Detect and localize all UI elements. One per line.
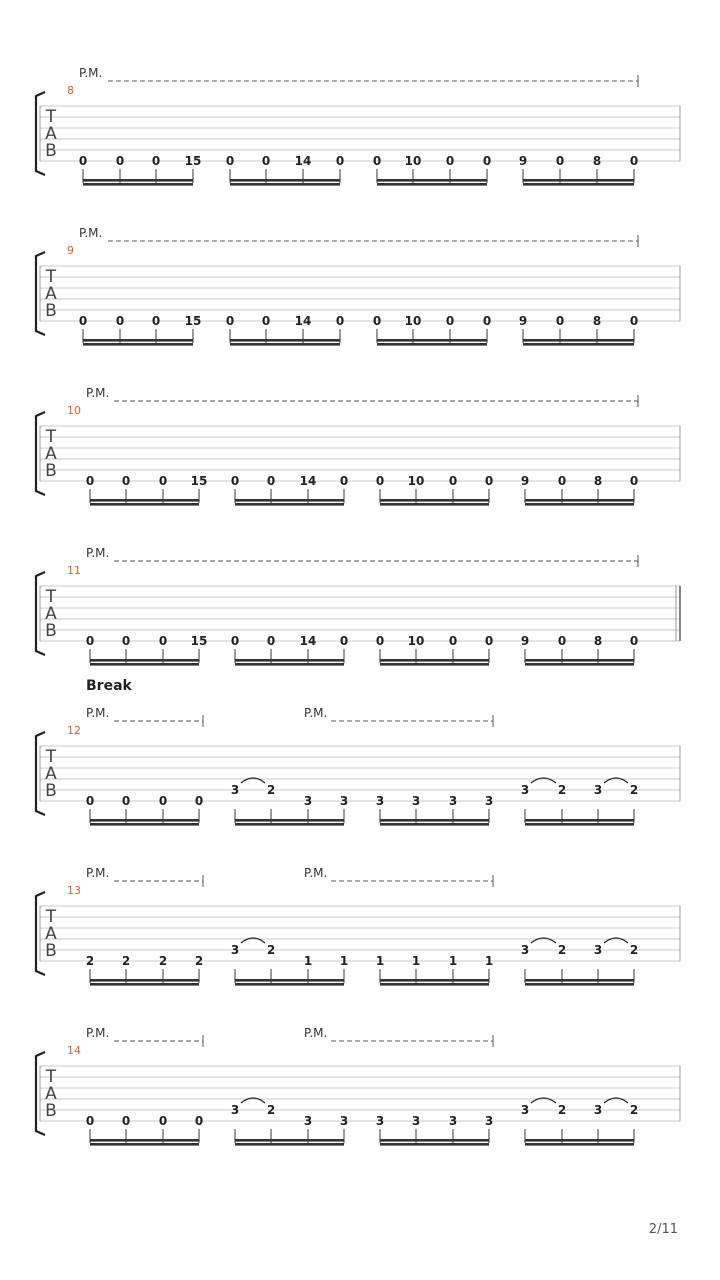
fret-number: 0 — [85, 794, 95, 808]
tab-letter-a: A — [45, 124, 57, 144]
fret-number: 15 — [184, 154, 202, 168]
fret-number: 3 — [375, 794, 385, 808]
fret-number: 0 — [555, 314, 565, 328]
fret-number: 0 — [115, 314, 125, 328]
fret-number: 0 — [266, 474, 276, 488]
palm-mute-label: P.M. — [304, 866, 328, 880]
fret-number: 0 — [557, 474, 567, 488]
fret-number: 10 — [407, 634, 425, 648]
palm-mute-label: P.M. — [79, 66, 103, 80]
tab-letter-b: B — [45, 941, 57, 961]
fret-number: 15 — [190, 634, 208, 648]
tab-letter-a: A — [45, 1084, 57, 1104]
fret-number-pull-to: 2 — [557, 783, 567, 797]
tab-letter-b: B — [45, 141, 57, 161]
fret-number: 0 — [445, 314, 455, 328]
fret-number: 8 — [593, 634, 603, 648]
palm-mute-label: P.M. — [86, 1026, 110, 1040]
measure-number: 10 — [67, 404, 81, 417]
fret-number: 0 — [85, 474, 95, 488]
tab-system-10 — [36, 386, 680, 506]
fret-number-hammer-from: 3 — [520, 943, 530, 957]
page-number: 2/11 — [648, 1222, 678, 1237]
fret-number: 0 — [158, 634, 168, 648]
fret-number: 9 — [518, 154, 528, 168]
beam-secondary — [235, 503, 344, 506]
fret-number: 9 — [518, 314, 528, 328]
fret-number-pull-to: 2 — [557, 1103, 567, 1117]
fret-number: 2 — [158, 954, 168, 968]
fret-number: 15 — [184, 314, 202, 328]
tab-system-14 — [36, 1026, 680, 1146]
beam-primary — [380, 1139, 489, 1142]
fret-number: 0 — [151, 314, 161, 328]
beam-secondary — [525, 663, 634, 666]
fret-number: 1 — [303, 954, 313, 968]
palm-mute-label: P.M. — [79, 226, 103, 240]
section-label: Break — [86, 678, 132, 694]
fret-number-pull-to: 2 — [629, 1103, 639, 1117]
tab-letter-t: T — [45, 907, 57, 927]
fret-number: 0 — [121, 474, 131, 488]
beam-secondary — [380, 1143, 489, 1146]
palm-mute-label: P.M. — [86, 546, 110, 560]
tab-letter-a: A — [45, 284, 57, 304]
beam-secondary — [380, 823, 489, 826]
beam-primary — [525, 1139, 634, 1142]
fret-number: 0 — [482, 314, 492, 328]
fret-number: 0 — [151, 154, 161, 168]
beam-primary — [377, 339, 487, 342]
fret-number: 0 — [372, 314, 382, 328]
tab-letter-t: T — [45, 747, 57, 767]
fret-number: 14 — [294, 154, 312, 168]
beam-primary — [377, 179, 487, 182]
fret-number-pull-to: 2 — [266, 943, 276, 957]
beam-secondary — [525, 823, 634, 826]
fret-number: 3 — [411, 794, 421, 808]
palm-mute-label: P.M. — [304, 1026, 328, 1040]
fret-number: 3 — [339, 794, 349, 808]
fret-number: 0 — [375, 634, 385, 648]
fret-number: 14 — [299, 634, 317, 648]
beam-primary — [83, 179, 193, 182]
tab-letter-b: B — [45, 301, 57, 321]
fret-number: 2 — [194, 954, 204, 968]
beam-primary — [525, 659, 634, 662]
fret-number: 3 — [375, 1114, 385, 1128]
beam-secondary — [90, 503, 199, 506]
fret-number: 0 — [629, 634, 639, 648]
fret-number: 0 — [372, 154, 382, 168]
beam-primary — [380, 979, 489, 982]
tab-system-9 — [36, 226, 680, 346]
tab-system-8 — [36, 66, 680, 186]
fret-number: 8 — [592, 314, 602, 328]
measure-number: 9 — [67, 244, 74, 257]
fret-number-pull-to: 2 — [629, 943, 639, 957]
tab-letter-t: T — [45, 427, 57, 447]
fret-number: 0 — [339, 634, 349, 648]
fret-number: 2 — [85, 954, 95, 968]
fret-number: 0 — [629, 314, 639, 328]
fret-number: 0 — [194, 1114, 204, 1128]
fret-number: 0 — [85, 634, 95, 648]
fret-number: 0 — [482, 154, 492, 168]
fret-number-hammer-from: 3 — [230, 1103, 240, 1117]
fret-number: 1 — [448, 954, 458, 968]
fret-number: 0 — [225, 154, 235, 168]
fret-number: 0 — [629, 474, 639, 488]
fret-number: 1 — [339, 954, 349, 968]
beam-primary — [90, 499, 199, 502]
beam-secondary — [235, 983, 344, 986]
fret-number-pull-to: 2 — [266, 1103, 276, 1117]
palm-mute-label: P.M. — [304, 706, 328, 720]
tab-letter-b: B — [45, 461, 57, 481]
fret-number: 3 — [484, 794, 494, 808]
fret-number: 9 — [520, 634, 530, 648]
fret-number-hammer-from: 3 — [230, 783, 240, 797]
fret-number: 3 — [339, 1114, 349, 1128]
fret-number: 0 — [121, 1114, 131, 1128]
fret-number: 0 — [78, 154, 88, 168]
beam-secondary — [377, 183, 487, 186]
beam-secondary — [83, 343, 193, 346]
beam-secondary — [380, 663, 489, 666]
beam-secondary — [380, 503, 489, 506]
fret-number-pull-to: 2 — [629, 783, 639, 797]
beam-primary — [525, 819, 634, 822]
fret-number-hammer-from: 3 — [593, 1103, 603, 1117]
beam-secondary — [380, 983, 489, 986]
fret-number: 1 — [375, 954, 385, 968]
fret-number-hammer-from: 3 — [520, 783, 530, 797]
fret-number: 9 — [520, 474, 530, 488]
fret-number: 15 — [190, 474, 208, 488]
beam-primary — [525, 979, 634, 982]
palm-mute-label: P.M. — [86, 706, 110, 720]
fret-number: 3 — [448, 794, 458, 808]
beam-primary — [523, 339, 634, 342]
beam-primary — [90, 1139, 199, 1142]
tab-system-13 — [36, 866, 680, 986]
fret-number: 0 — [375, 474, 385, 488]
beam-primary — [525, 499, 634, 502]
fret-number: 0 — [85, 1114, 95, 1128]
beam-primary — [235, 499, 344, 502]
fret-number: 10 — [407, 474, 425, 488]
tab-letter-a: A — [45, 764, 57, 784]
tab-system-12 — [36, 678, 680, 826]
fret-number-hammer-from: 3 — [593, 943, 603, 957]
beam-secondary — [523, 343, 634, 346]
fret-number: 0 — [158, 794, 168, 808]
fret-number: 8 — [592, 154, 602, 168]
tab-letter-a: A — [45, 604, 57, 624]
fret-number: 0 — [335, 154, 345, 168]
beam-secondary — [90, 663, 199, 666]
fret-number: 0 — [225, 314, 235, 328]
fret-number: 0 — [115, 154, 125, 168]
palm-mute-label: P.M. — [86, 866, 110, 880]
beam-secondary — [90, 823, 199, 826]
fret-number-pull-to: 2 — [557, 943, 567, 957]
fret-number: 0 — [121, 634, 131, 648]
tab-letter-b: B — [45, 1101, 57, 1121]
beam-primary — [380, 819, 489, 822]
tab-letter-t: T — [45, 267, 57, 287]
fret-number-hammer-from: 3 — [520, 1103, 530, 1117]
beam-secondary — [235, 663, 344, 666]
fret-number-hammer-from: 3 — [230, 943, 240, 957]
beam-secondary — [377, 343, 487, 346]
fret-number: 0 — [335, 314, 345, 328]
beam-primary — [235, 819, 344, 822]
beam-secondary — [235, 1143, 344, 1146]
fret-number: 0 — [557, 634, 567, 648]
beam-secondary — [525, 1143, 634, 1146]
beam-secondary — [525, 983, 634, 986]
fret-number: 1 — [411, 954, 421, 968]
fret-number: 0 — [484, 474, 494, 488]
tab-letter-a: A — [45, 444, 57, 464]
measure-number: 14 — [67, 1044, 81, 1057]
fret-number: 0 — [158, 1114, 168, 1128]
beam-primary — [235, 659, 344, 662]
beam-primary — [380, 499, 489, 502]
beam-primary — [523, 179, 634, 182]
fret-number: 10 — [404, 154, 422, 168]
fret-number: 14 — [299, 474, 317, 488]
fret-number: 0 — [445, 154, 455, 168]
beam-primary — [230, 339, 340, 342]
fret-number: 0 — [78, 314, 88, 328]
fret-number: 0 — [266, 634, 276, 648]
fret-number: 0 — [448, 474, 458, 488]
fret-number: 10 — [404, 314, 422, 328]
beam-primary — [83, 339, 193, 342]
fret-number: 3 — [448, 1114, 458, 1128]
beam-primary — [230, 179, 340, 182]
fret-number: 0 — [121, 794, 131, 808]
measure-number: 11 — [67, 564, 81, 577]
measure-number: 8 — [67, 84, 74, 97]
beam-primary — [380, 659, 489, 662]
fret-number: 0 — [339, 474, 349, 488]
fret-number: 0 — [158, 474, 168, 488]
beam-primary — [90, 979, 199, 982]
beam-primary — [235, 1139, 344, 1142]
fret-number: 0 — [261, 154, 271, 168]
measure-number: 13 — [67, 884, 81, 897]
fret-number: 14 — [294, 314, 312, 328]
beam-secondary — [90, 1143, 199, 1146]
measure-number: 12 — [67, 724, 81, 737]
fret-number: 1 — [484, 954, 494, 968]
fret-number-pull-to: 2 — [266, 783, 276, 797]
fret-number: 0 — [194, 794, 204, 808]
fret-number: 3 — [303, 794, 313, 808]
fret-number: 0 — [448, 634, 458, 648]
beam-secondary — [523, 183, 634, 186]
tab-letter-a: A — [45, 924, 57, 944]
beam-primary — [90, 819, 199, 822]
beam-primary — [235, 979, 344, 982]
beam-secondary — [230, 183, 340, 186]
fret-number: 0 — [629, 154, 639, 168]
fret-number: 3 — [484, 1114, 494, 1128]
fret-number: 2 — [121, 954, 131, 968]
beam-secondary — [235, 823, 344, 826]
tab-letter-b: B — [45, 621, 57, 641]
fret-number: 3 — [411, 1114, 421, 1128]
tab-letter-t: T — [45, 107, 57, 127]
fret-number: 8 — [593, 474, 603, 488]
fret-number: 3 — [303, 1114, 313, 1128]
palm-mute-label: P.M. — [86, 386, 110, 400]
tab-letter-t: T — [45, 1067, 57, 1087]
beam-primary — [90, 659, 199, 662]
fret-number: 0 — [261, 314, 271, 328]
fret-number: 0 — [484, 634, 494, 648]
fret-number-hammer-from: 3 — [593, 783, 603, 797]
fret-number: 0 — [230, 634, 240, 648]
fret-number: 0 — [555, 154, 565, 168]
tab-letter-t: T — [45, 587, 57, 607]
beam-secondary — [90, 983, 199, 986]
tab-system-11 — [36, 546, 680, 666]
beam-secondary — [525, 503, 634, 506]
beam-secondary — [230, 343, 340, 346]
tab-letter-b: B — [45, 781, 57, 801]
fret-number: 0 — [230, 474, 240, 488]
beam-secondary — [83, 183, 193, 186]
